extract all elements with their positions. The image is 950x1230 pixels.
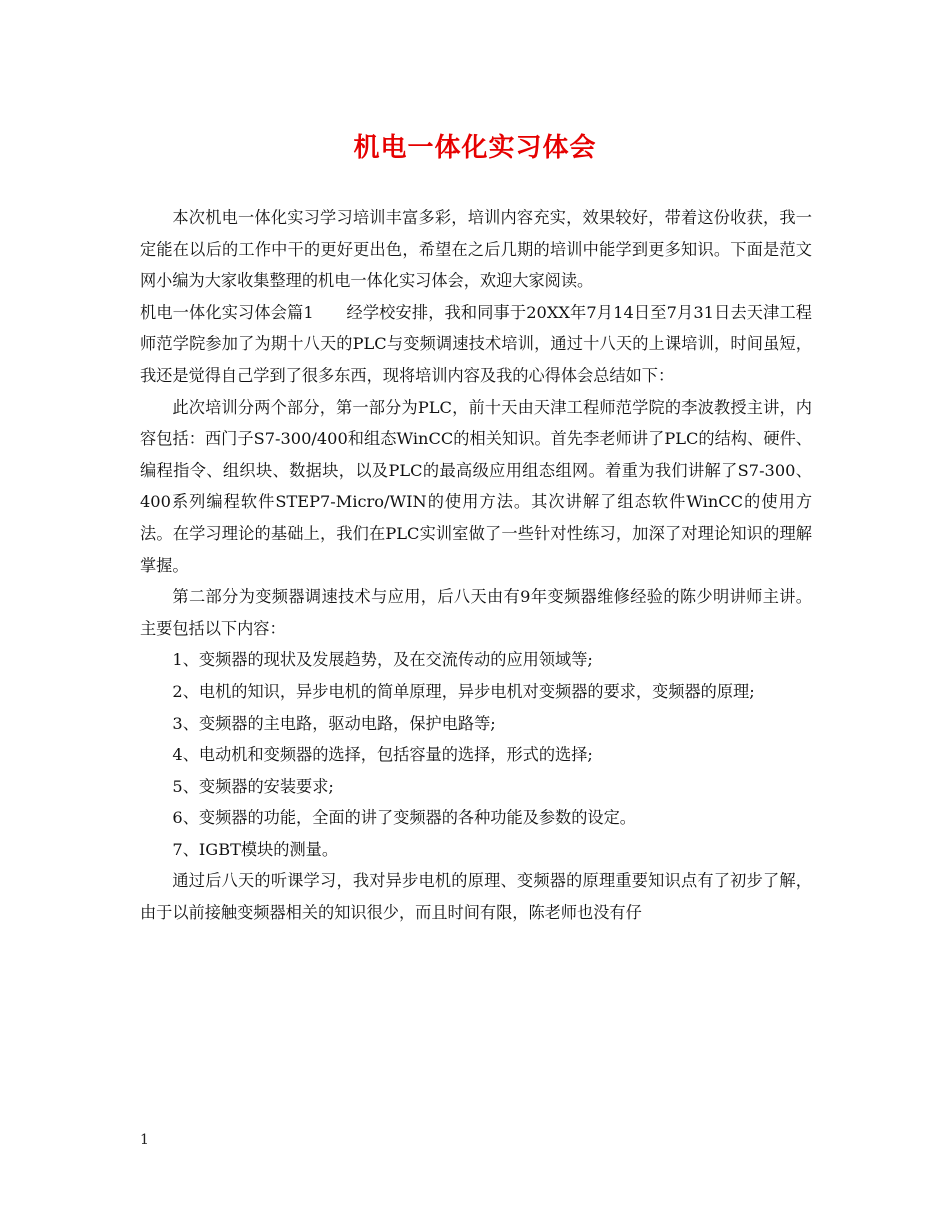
list-item-6: 6、变频器的功能，全面的讲了变频器的各种功能及参数的设定。 — [172, 808, 636, 828]
list-item-1: 1、变频器的现状及发展趋势，及在交流传动的应用领域等; — [172, 650, 593, 670]
paragraph-inverter-intro: 第二部分为变频器调速技术与应用，后八天由有9年变频器维修经验的陈少明讲师主讲。主要包括以下内容： — [140, 587, 812, 638]
page-number: 1 — [140, 1132, 149, 1148]
paragraph-intro: 本次机电一体化实习学习培训丰富多彩，培训内容充实，效果较好，带着这份收获，我一定能在以后的工作中干的更好更出色，希望在之后几期的培训中能学到更多知识。下面是范文网小编为大家收集整理的机电一体化实习体会，欢迎大家阅读。 — [140, 208, 812, 291]
list-item-5: 5、变频器的安装要求; — [172, 776, 334, 796]
document-body — [140, 202, 812, 929]
paragraph-summary: 通过后八天的听课学习，我对异步电机的原理、变频器的原理重要知识点有了初步了解，由于以前接触变频器相关的知识很少，而且时间有限，陈老师也没有仔 — [140, 871, 812, 923]
list-item-3: 3、变频器的主电路，驱动电路，保护电路等; — [172, 713, 496, 733]
list-item-4: 4、电动机和变频器的选择，包括容量的选择，形式的选择; — [172, 745, 593, 765]
paragraph-part-1-heading: 机电一体化实习体会篇1 经学校安排，我和同事于20XX年7月14日至7月31日去天津工程师范学院参加了为期十八天的PLC与变频调速技术培训，通过十八天的上课培训，时间虽短，我还是觉得自己学到了很多东西，现将培训内容及我的心得体会总结如下： — [140, 302, 812, 385]
paragraph-plc: 此次培训分两个部分，第一部分为PLC，前十天由天津工程师范学院的李波教授主讲，内容包括：西门子S7-300/400和组态WinCC的相关知识。首先李老师讲了PLC的结构、硬件、编程指令、组织块、数据块，以及PLC的最高级应用组态组网。着重为我们讲解了S7-300、400系列编程软件STEP7-Micro/WIN的使用方法。其次讲解了组态软件WinCC的使用方法。在学习理论的基础上，我们在PLC实训室做了一些针对性练习，加深了对理论知识的理解掌握。 — [140, 397, 812, 575]
document-title: 机电一体化实习体会 — [353, 133, 597, 163]
list-item-2: 2、电机的知识，异步电机的简单原理，异步电机对变频器的要求，变频器的原理; — [172, 681, 755, 701]
list-item-7: 7、IGBT模块的测量。 — [172, 839, 339, 859]
